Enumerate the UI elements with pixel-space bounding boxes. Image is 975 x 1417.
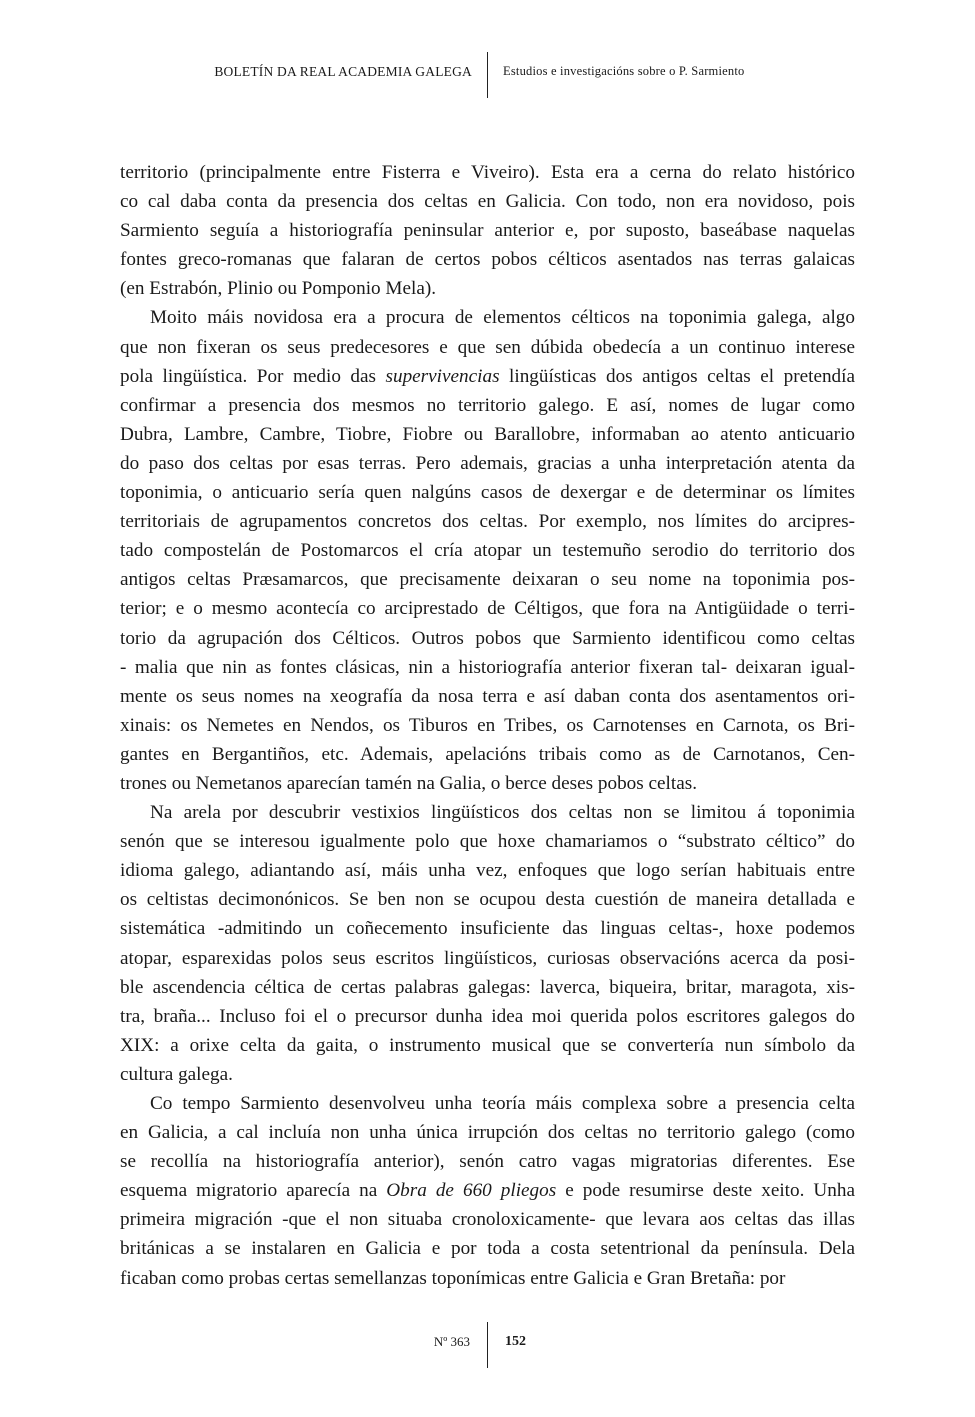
header-divider — [487, 52, 488, 98]
text-line: cultura galega. — [120, 1063, 233, 1085]
text-line: británicas a se instalaren en Galicia e por toda a costa setentrional da península. Dela — [120, 1238, 855, 1260]
text-line: primeira migración -que el non situaba cronoloxicamente- que levara aos celtas das illas — [120, 1209, 855, 1231]
text-line: torio da agrupación dos Célticos. Outros pobos que Sarmiento identificou como celtas — [120, 627, 855, 649]
text-line: mente os seus nomes na xeografía da nosa terra e así daban conta dos asentamentos ori- — [120, 685, 855, 707]
text-line: territoriais de agrupamentos concretos dos celtas. Por exemplo, nos límites do arcipres- — [120, 511, 855, 533]
running-header-journal: BOLETÍN DA REAL ACADEMIA GALEGA — [214, 64, 472, 79]
text-line: os celtistas decimonónicos. Se ben non se ocupou desta cuestión de maneira detallada e — [120, 889, 855, 911]
text-line: co cal daba conta da presencia dos celtas en Galicia. Con todo, non era novidoso, pois — [120, 191, 855, 213]
text-line: ble ascendencia céltica de certas palabras galegas: laverca, biqueira, britar, maragota, xis- — [120, 976, 855, 998]
text-line: XIX: a orixe celta da gaita, o instrumento musical que se convertería nun símbolo da — [120, 1034, 855, 1056]
text-line: - malia que nin as fontes clásicas, nin a historiografía anterior fixeran tal- deixaran igual- — [120, 656, 855, 678]
paragraph — [120, 1089, 855, 1293]
text-line: xinais: os Nemetes en Nendos, os Tiburos en Tribes, os Carnotenses en Carnota, os Bri- — [120, 714, 855, 736]
italic-term: Obra de 660 pliegos — [386, 1180, 557, 1202]
issue-number: Nº 363 — [433, 1334, 470, 1349]
text-line: tado compostelán de Postomarcos el cría atopar un testemuño serodio do territorio dos — [120, 540, 855, 562]
text-line: en Galicia, a cal incluía non unha única irrupción dos celtas no territorio galego (como — [120, 1122, 855, 1144]
text-line: pola lingüística. Por medio das supervivencias lingüísticas dos antigos celtas el pretendía — [120, 365, 855, 387]
body-text — [120, 158, 855, 1293]
text-line: Moito máis novidosa era a procura de elementos célticos na toponimia galega, algo — [150, 307, 855, 329]
text-line: tra, braña... Incluso foi el o precursor dunha idea moi querida polos escritores galegos do — [120, 1005, 855, 1027]
text-line: esquema migratorio aparecía na Obra de 660 pliegos e pode resumirse deste xeito. Unha — [120, 1180, 855, 1202]
text-line: Sarmiento seguía a historiografía peninsular anterior e, por suposto, baseábase naquelas — [120, 220, 855, 242]
text-line: toponimia, o anticuario sería quen nalgúns casos de dexergar e de determinar os límites — [120, 482, 855, 504]
text-line: idioma galego, adiantando así, máis unha vez, enfoques que logo serían habituais entre — [120, 860, 855, 882]
running-header-section: Estudios e investigacións sobre o P. Sarmiento — [503, 64, 745, 78]
text-line: senón que se interesou igualmente polo que hoxe chamariamos o “substrato céltico” do — [120, 831, 855, 853]
page-number: 152 — [505, 1334, 526, 1349]
text-line: (en Estrabón, Plinio ou Pomponio Mela). — [120, 278, 437, 300]
paragraph — [120, 158, 855, 303]
text-line: Dubra, Lambre, Cambre, Tiobre, Fiobre ou Barallobre, informaban ao atento anticuario — [120, 423, 855, 445]
text-line: trones ou Nemetanos aparecían tamén na Galia, o berce deses pobos celtas. — [120, 772, 697, 794]
paragraph — [120, 798, 855, 1089]
text-line: gantes en Bergantiños, etc. Ademais, apelacións tribais como as de Carnotanos, Cen- — [120, 743, 855, 765]
text-line: antigos celtas Præsamarcos, que precisamente deixaran o seu nome na toponimia pos- — [120, 569, 855, 591]
text-line: fontes greco-romanas que falaran de certos pobos célticos asentados nas terras galaicas — [120, 249, 855, 271]
text-line: Na arela por descubrir vestixios lingüísticos dos celtas non se limitou á toponimia — [150, 802, 855, 824]
text-line: confirmar a presencia dos mesmos no territorio galego. E así, nomes de lugar como — [120, 394, 855, 416]
text-line: ficaban como probas certas semellanzas toponímicas entre Galicia e Gran Bretaña: por — [120, 1267, 786, 1289]
text-line: que non fixeran os seus predecesores e que sen dúbida obedecía a un continuo interese — [120, 336, 855, 358]
text-line: do paso dos celtas por esas terras. Pero ademais, gracias a unha interpretación atenta da — [120, 452, 855, 474]
text-line: se recollía na historiografía anterior), senón catro vagas migratorias diferentes. Ese — [120, 1151, 855, 1173]
paragraph — [120, 303, 855, 798]
text-line: terior; e o mesmo acontecía co arciprestado de Céltigos, que fora na Antigüidade o terri- — [120, 598, 855, 620]
text-line: atopar, esparexidas polos seus escritos lingüísticos, curiosas observacións acerca da posi- — [120, 947, 855, 969]
text-line: Co tempo Sarmiento desenvolveu unha teoría máis complexa sobre a presencia celta — [150, 1093, 855, 1114]
text-line: territorio (principalmente entre Fisterra e Viveiro). Esta era a cerna do relato histórico — [120, 162, 855, 183]
text-line: sistemática -admitindo un coñecemento insuficiente das linguas celtas-, hoxe podemos — [120, 918, 855, 940]
footer-divider — [487, 1322, 488, 1368]
italic-term: supervivencias — [385, 365, 500, 387]
